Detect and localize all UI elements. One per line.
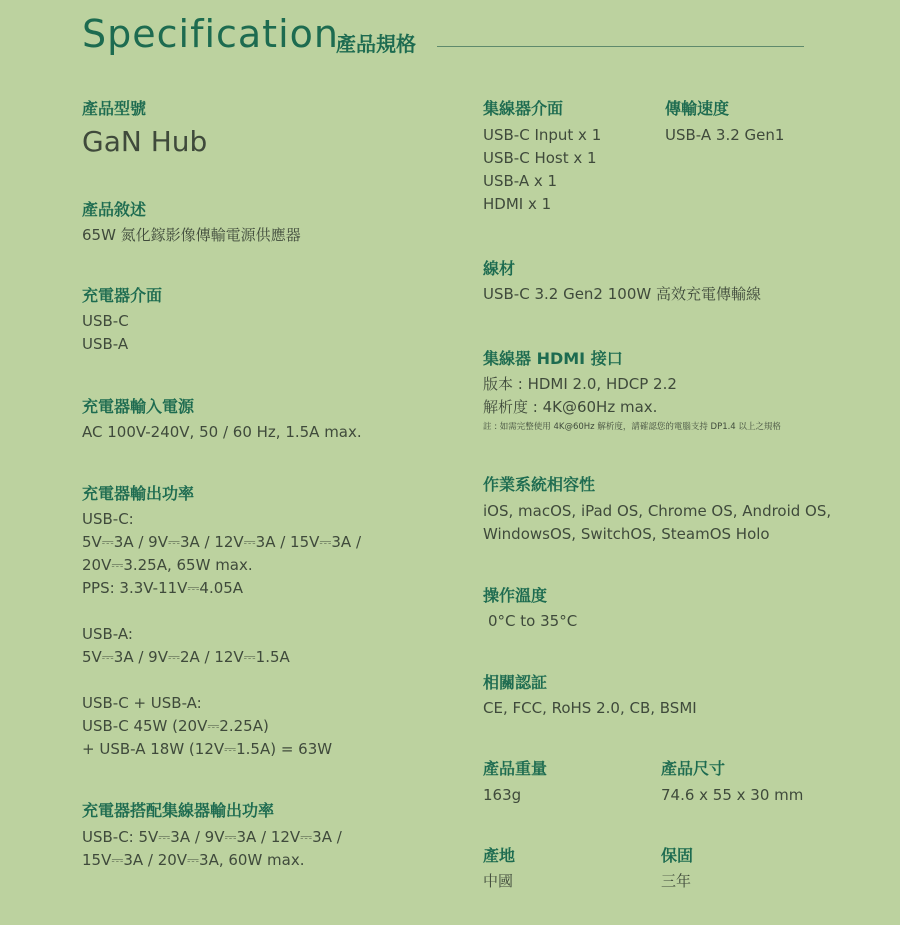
os-label: 作業系統相容性 — [483, 475, 596, 494]
charger-interface-item: USB-C — [82, 312, 129, 330]
temperature-value: 0°C to 35°C — [488, 612, 578, 630]
charger-interface-label: 充電器介面 — [82, 286, 163, 305]
charger-input-label: 充電器輸入電源 — [82, 397, 195, 416]
origin-value: 中國 — [483, 872, 514, 890]
speed-label: 傳輸速度 — [665, 99, 730, 118]
warranty-label: 保固 — [661, 846, 694, 865]
output-combo-block — [82, 692, 332, 761]
weight-value: 163g — [483, 786, 522, 804]
description-value: 65W 氮化鎵影像傳輸電源供應器 — [82, 226, 301, 244]
os-line: iOS, macOS, iPad OS, Chrome OS, Android OS, — [483, 502, 832, 520]
hdmi-spec-line: 版本 : HDMI 2.0, HDCP 2.2 — [483, 375, 677, 393]
hub-interface-item: USB-C Host x 1 — [483, 149, 597, 167]
cable-label: 線材 — [483, 259, 516, 278]
hub-interface-list — [483, 124, 601, 216]
hub-output-line: USB-C: 5V⎓3A / 9V⎓3A / 12V⎓3A / — [82, 828, 342, 846]
description-label: 產品敘述 — [82, 200, 147, 219]
hdmi-label: 集線器 HDMI 接口 — [483, 349, 623, 368]
hub-interface-item: USB-A x 1 — [483, 172, 558, 190]
output-usbc-line: 5V⎓3A / 9V⎓3A / 12V⎓3A / 15V⎓3A / — [82, 533, 361, 551]
title-divider — [437, 46, 804, 47]
hub-interface-item: USB-C Input x 1 — [483, 126, 602, 144]
os-block — [483, 500, 831, 546]
charger-interface-item: USB-A — [82, 335, 129, 353]
output-usbc-line: PPS: 3.3V-11V⎓4.05A — [82, 579, 244, 597]
output-usba-block — [82, 623, 290, 669]
output-usbc-line: USB-C: — [82, 510, 134, 528]
output-combo-line: USB-C + USB-A: — [82, 694, 202, 712]
hdmi-spec-line: 解析度 : 4K@60Hz max. — [483, 398, 658, 416]
hdmi-note: 註 : 如需完整使用 4K@60Hz 解析度，請確認您的電腦支持 DP1.4 以上之規格 — [483, 422, 781, 432]
hub-output-line: 15V⎓3A / 20V⎓3A, 60W max. — [82, 851, 305, 869]
model-label: 產品型號 — [82, 99, 147, 118]
origin-label: 產地 — [483, 846, 516, 865]
output-usba-line: 5V⎓3A / 9V⎓2A / 12V⎓1.5A — [82, 648, 290, 666]
size-label: 產品尺寸 — [661, 759, 726, 778]
charger-input-value: AC 100V-240V, 50 / 60 Hz, 1.5A max. — [82, 423, 362, 441]
hub-output-label: 充電器搭配集線器輸出功率 — [82, 801, 275, 820]
charger-output-label: 充電器輸出功率 — [82, 484, 195, 503]
output-combo-line: USB-C 45W (20V⎓2.25A) — [82, 717, 269, 735]
temperature-label: 操作溫度 — [483, 586, 548, 605]
hub-interface-label: 集線器介面 — [483, 99, 564, 118]
hub-interface-item: HDMI x 1 — [483, 195, 552, 213]
weight-label: 產品重量 — [483, 759, 548, 778]
cable-value: USB-C 3.2 Gen2 100W 高效充電傳輸線 — [483, 285, 761, 303]
page-title: Specification — [82, 12, 339, 56]
page-subtitle: 產品規格 — [336, 32, 416, 56]
warranty-value: 三年 — [661, 872, 692, 890]
hdmi-spec-block — [483, 373, 677, 419]
certification-label: 相關認証 — [483, 673, 548, 692]
certification-value: CE, FCC, RoHS 2.0, CB, BSMI — [483, 699, 697, 717]
output-usba-line: USB-A: — [82, 625, 133, 643]
speed-value: USB-A 3.2 Gen1 — [665, 126, 785, 144]
output-usbc-line: 20V⎓3.25A, 65W max. — [82, 556, 253, 574]
output-usbc-block — [82, 508, 361, 600]
charger-interface-list — [82, 310, 129, 356]
model-value: GaN Hub — [82, 125, 208, 158]
hub-output-block — [82, 826, 342, 872]
output-combo-line: + USB-A 18W (12V⎓1.5A) = 63W — [82, 740, 333, 758]
size-value: 74.6 x 55 x 30 mm — [661, 786, 804, 804]
os-line: WindowsOS, SwitchOS, SteamOS Holo — [483, 525, 770, 543]
